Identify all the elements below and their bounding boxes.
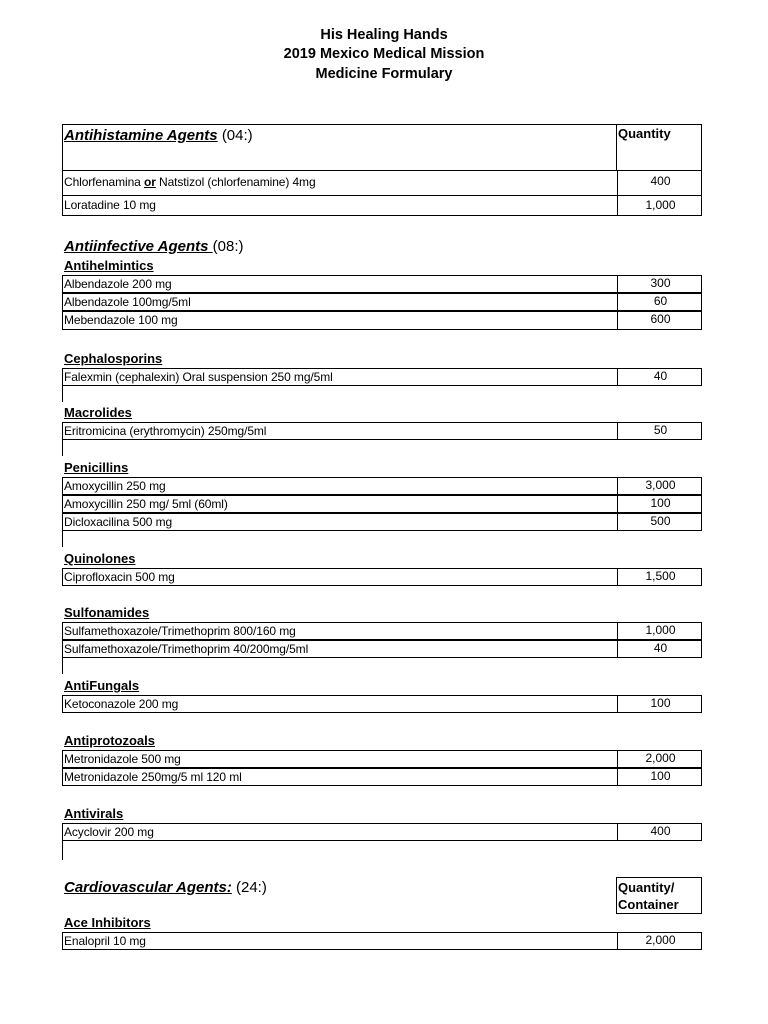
medicine-quantity: 400: [617, 170, 703, 196]
subcategory-cephalosporins: Cephalosporins: [64, 351, 163, 366]
subcategory-penicillins: Penicillins: [64, 460, 129, 475]
section-code: (08:): [212, 238, 244, 255]
table-row: [62, 750, 702, 768]
table-row: [62, 170, 702, 196]
medicine-name: Dicloxacilina 500 mg: [64, 515, 173, 529]
medicine-quantity: 1,000: [617, 195, 703, 216]
table-row: [62, 622, 702, 640]
medicine-quantity: 2,000: [617, 932, 703, 950]
medicine-name: Metronidazole 500 mg: [64, 752, 181, 766]
cell-border-fragment: [62, 385, 63, 402]
table-row: [62, 513, 702, 531]
table-row: [62, 477, 702, 495]
medicine-quantity: 600: [617, 311, 703, 329]
medicine-name: Enalopril 10 mg: [64, 934, 146, 948]
document-title-organization: His Healing Hands: [320, 27, 448, 43]
subcategory-sulfonamides: Sulfonamides: [64, 605, 150, 620]
document-title-mission: 2019 Mexico Medical Mission: [283, 46, 485, 62]
medicine-name: [64, 171, 316, 193]
subcategory-quinolones: Quinolones: [64, 551, 136, 566]
medicine-quantity: 3,000: [617, 477, 703, 495]
cell-border-fragment: [62, 439, 63, 456]
cell-border-fragment: [62, 840, 63, 860]
medicine-quantity: 100: [617, 495, 703, 513]
medicine-name-part: Natstizol (chlorfenamine) 4mg: [155, 175, 316, 189]
table-row: [62, 768, 702, 786]
quantity-header: Quantity: [618, 126, 671, 141]
medicine-name: Falexmin (cephalexin) Oral suspension 250 mg/5ml: [64, 370, 333, 384]
table-row: [62, 495, 702, 513]
section-title-antiinfective: [64, 238, 243, 255]
table-row: [62, 195, 702, 216]
medicine-quantity: 500: [617, 513, 703, 531]
medicine-name: Albendazole 100mg/5ml: [64, 295, 191, 309]
subcategory-antihelmintics: Antihelmintics: [64, 258, 154, 273]
section-title-cardiovascular: [64, 879, 267, 896]
subcategory-antifungals: AntiFungals: [64, 678, 140, 693]
table-row: [62, 823, 702, 841]
medicine-name: Sulfamethoxazole/Trimethoprim 40/200mg/5ml: [64, 642, 309, 656]
subcategory-antiprotozoals: Antiprotozoals: [64, 733, 155, 748]
medicine-quantity: 100: [617, 768, 703, 786]
section-name: Cardiovascular Agents:: [64, 879, 232, 896]
section-name: Antiinfective Agents: [64, 238, 213, 255]
medicine-quantity: 40: [617, 368, 703, 386]
medicine-quantity: 400: [617, 823, 703, 841]
medicine-quantity: 2,000: [617, 750, 703, 768]
section-code: (24:): [231, 879, 267, 896]
medicine-name: Mebendazole 100 mg: [64, 313, 178, 327]
section-name: Antihistamine Agents: [64, 127, 218, 144]
medicine-name: Eritromicina (erythromycin) 250mg/5ml: [64, 424, 267, 438]
medicine-name: Sulfamethoxazole/Trimethoprim 800/160 mg: [64, 624, 296, 638]
table-row: [62, 932, 702, 950]
table-row: [62, 640, 702, 658]
medicine-quantity: 50: [617, 422, 703, 440]
section-code: (04:): [221, 127, 253, 144]
medicine-quantity: 1,000: [617, 622, 703, 640]
medicine-quantity: 300: [617, 275, 703, 293]
table-row: [62, 293, 702, 311]
medicine-name: Ciprofloxacin 500 mg: [64, 570, 175, 584]
section-title-antihistamine: [64, 127, 253, 144]
medicine-name-part: Chlorfenamina: [64, 175, 144, 189]
medicine-name: Amoxycillin 250 mg: [64, 479, 166, 493]
table-row: [62, 275, 702, 293]
table-row: [62, 422, 702, 440]
table-row: [62, 368, 702, 386]
medicine-name: Ketoconazole 200 mg: [64, 697, 179, 711]
medicine-quantity: 100: [617, 695, 703, 713]
table-row: [62, 695, 702, 713]
subcategory-antivirals: Antivirals: [64, 806, 124, 821]
medicine-name: Acyclovir 200 mg: [64, 825, 154, 839]
subcategory-macrolides: Macrolides: [64, 405, 132, 420]
subcategory-ace-inhibitors: Ace Inhibitors: [64, 915, 151, 930]
medicine-quantity: 1,500: [617, 568, 703, 586]
table-row: [62, 311, 702, 330]
or-keyword: or: [143, 175, 156, 189]
document-title-formulary: Medicine Formulary: [315, 66, 453, 82]
cell-border-fragment: [62, 530, 63, 547]
medicine-name: Metronidazole 250mg/5 ml 120 ml: [64, 770, 242, 784]
medicine-name: Albendazole 200 mg: [64, 277, 172, 291]
medicine-name: Amoxycillin 250 mg/ 5ml (60ml): [64, 497, 228, 511]
table-row: [62, 568, 702, 586]
cell-border-fragment: [62, 657, 63, 674]
medicine-name: Loratadine 10 mg: [64, 198, 156, 212]
quantity-header-line1: Quantity/: [618, 880, 675, 895]
medicine-quantity: 60: [617, 293, 703, 311]
quantity-header-line2: Container: [618, 897, 679, 912]
medicine-quantity: 40: [617, 640, 703, 658]
